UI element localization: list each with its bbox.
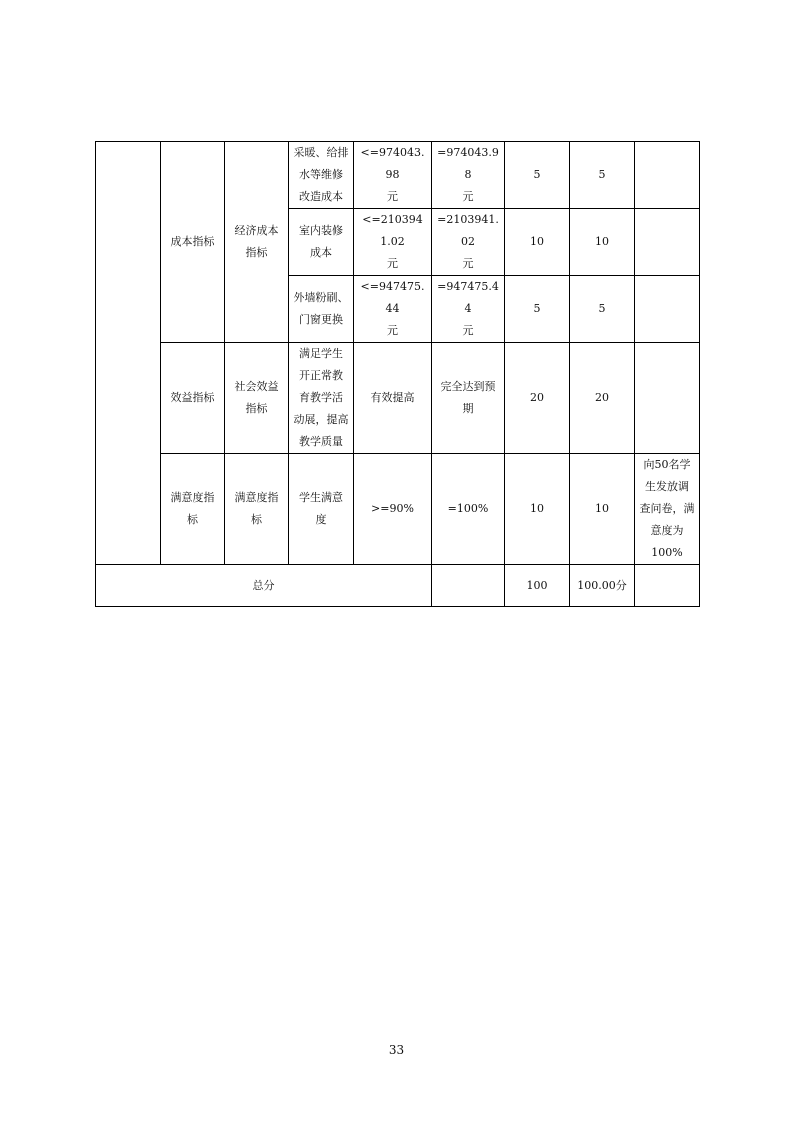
actual-cell: 完全达到预 期: [432, 343, 505, 454]
total-actual-cell: [432, 565, 505, 607]
subcategory-cell: 社会效益 指标: [225, 343, 289, 454]
weight-cell: 10: [505, 454, 570, 565]
actual-cell: =2103941.02 元: [432, 209, 505, 276]
weight-cell: 5: [505, 142, 570, 209]
note-cell: [635, 209, 700, 276]
score-cell: 10: [570, 209, 635, 276]
total-weight: 100: [505, 565, 570, 607]
note-cell: [635, 276, 700, 343]
page-number: 33: [388, 1043, 405, 1057]
actual-cell: =100%: [432, 454, 505, 565]
score-cell: 20: [570, 343, 635, 454]
item-cell: 采暖、给排 水等维修 改造成本: [289, 142, 354, 209]
score-cell: 5: [570, 142, 635, 209]
item-cell: 外墙粉刷、 门窗更换: [289, 276, 354, 343]
table-row: [96, 142, 700, 209]
target-cell: <=974043.98 元: [354, 142, 432, 209]
category-cell: 满意度指 标: [161, 454, 225, 565]
item-cell: 室内装修 成本: [289, 209, 354, 276]
item-cell: 满足学生 开正常教 育教学活 动展，提高 教学质量: [289, 343, 354, 454]
target-cell: 有效提高: [354, 343, 432, 454]
target-cell: >=90%: [354, 454, 432, 565]
note-cell: 向50名学 生发放调 查问卷，满 意度为 100%: [635, 454, 700, 565]
category-cell: 成本指标: [161, 142, 225, 343]
total-note-cell: [635, 565, 700, 607]
weight-cell: 5: [505, 276, 570, 343]
total-row: [96, 565, 700, 607]
score-cell: 5: [570, 276, 635, 343]
weight-cell: 10: [505, 209, 570, 276]
weight-cell: 20: [505, 343, 570, 454]
note-cell: [635, 142, 700, 209]
actual-cell: =974043.98 元: [432, 142, 505, 209]
category-cell: 效益指标: [161, 343, 225, 454]
total-score: 100.00分: [570, 565, 635, 607]
merged-first-level-cell: [96, 142, 161, 565]
actual-cell: =947475.44 元: [432, 276, 505, 343]
total-label: 总分: [96, 565, 432, 607]
item-cell: 学生满意 度: [289, 454, 354, 565]
table-row: [96, 454, 700, 565]
performance-table: [95, 141, 700, 607]
target-cell: <=947475.44 元: [354, 276, 432, 343]
table-row: [96, 343, 700, 454]
target-cell: <=2103941.02 元: [354, 209, 432, 276]
subcategory-cell: 满意度指 标: [225, 454, 289, 565]
score-cell: 10: [570, 454, 635, 565]
subcategory-cell: 经济成本 指标: [225, 142, 289, 343]
note-cell: [635, 343, 700, 454]
